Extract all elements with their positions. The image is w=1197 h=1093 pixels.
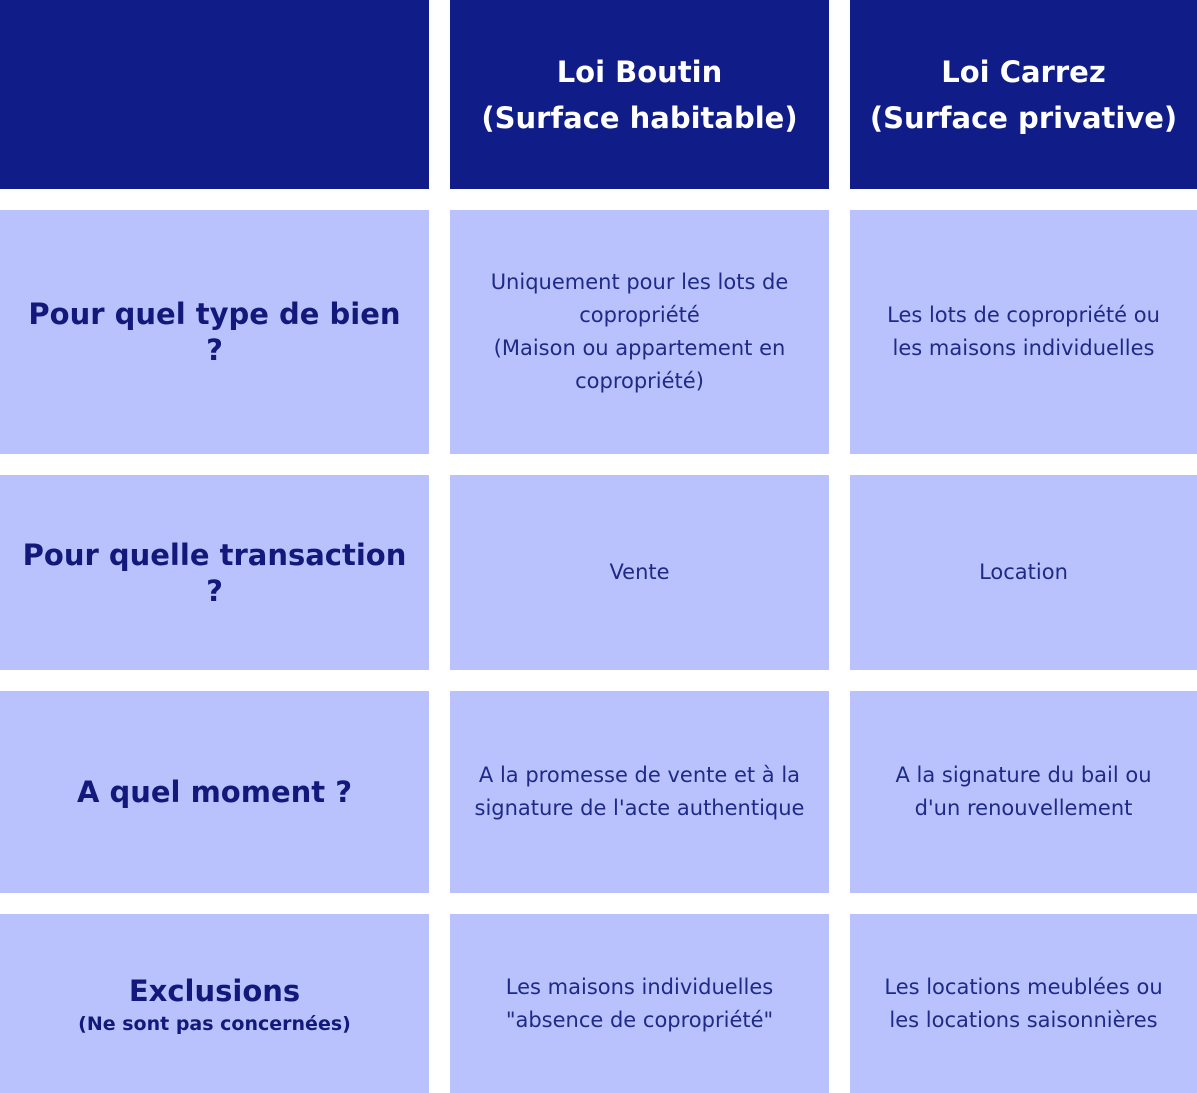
header-loi-carrez: [850, 0, 1197, 189]
row-label: Exclusions: [128, 973, 301, 1008]
carrez-text: Les lots de copropriété ou les maisons individuelles: [887, 303, 1160, 360]
boutin-cell: [450, 210, 829, 454]
row-label: Pour quelle transaction ?: [22, 537, 407, 608]
row-label: A quel moment ?: [76, 775, 353, 809]
boutin-text: Uniquement pour les lots de copropriété (Maison ou appartement en copropriété): [490, 270, 789, 393]
carrez-cell: [850, 691, 1197, 893]
loi-carrez-title: Loi Carrez (Surface privative): [869, 54, 1178, 135]
boutin-cell: [450, 691, 829, 893]
boutin-text: A la promesse de vente et à la signature de l'acte authentique: [474, 763, 805, 820]
row-label-cell: [0, 691, 429, 893]
row-sublabel: (Ne sont pas concernées): [78, 1012, 351, 1035]
carrez-cell: [850, 914, 1197, 1093]
carrez-text: Les locations meublées ou les locations saisonnières: [884, 974, 1163, 1032]
row-label-cell: [0, 475, 429, 670]
carrez-cell: [850, 210, 1197, 454]
boutin-cell: [450, 914, 829, 1093]
carrez-text: Location: [979, 560, 1068, 584]
row-label: Pour quel type de bien ?: [28, 297, 401, 367]
loi-boutin-title: Loi Boutin (Surface habitable): [481, 54, 798, 135]
row-label-cell: [0, 210, 429, 454]
row-label-cell: [0, 914, 429, 1093]
boutin-cell: [450, 475, 829, 670]
header-empty-cell: [0, 0, 429, 189]
carrez-text: A la signature du bail ou d'un renouvellement: [895, 763, 1152, 820]
carrez-cell: [850, 475, 1197, 670]
boutin-text: Les maisons individuelles "absence de copropriété": [505, 974, 774, 1032]
boutin-text: Vente: [609, 560, 670, 584]
header-loi-boutin: [450, 0, 829, 189]
